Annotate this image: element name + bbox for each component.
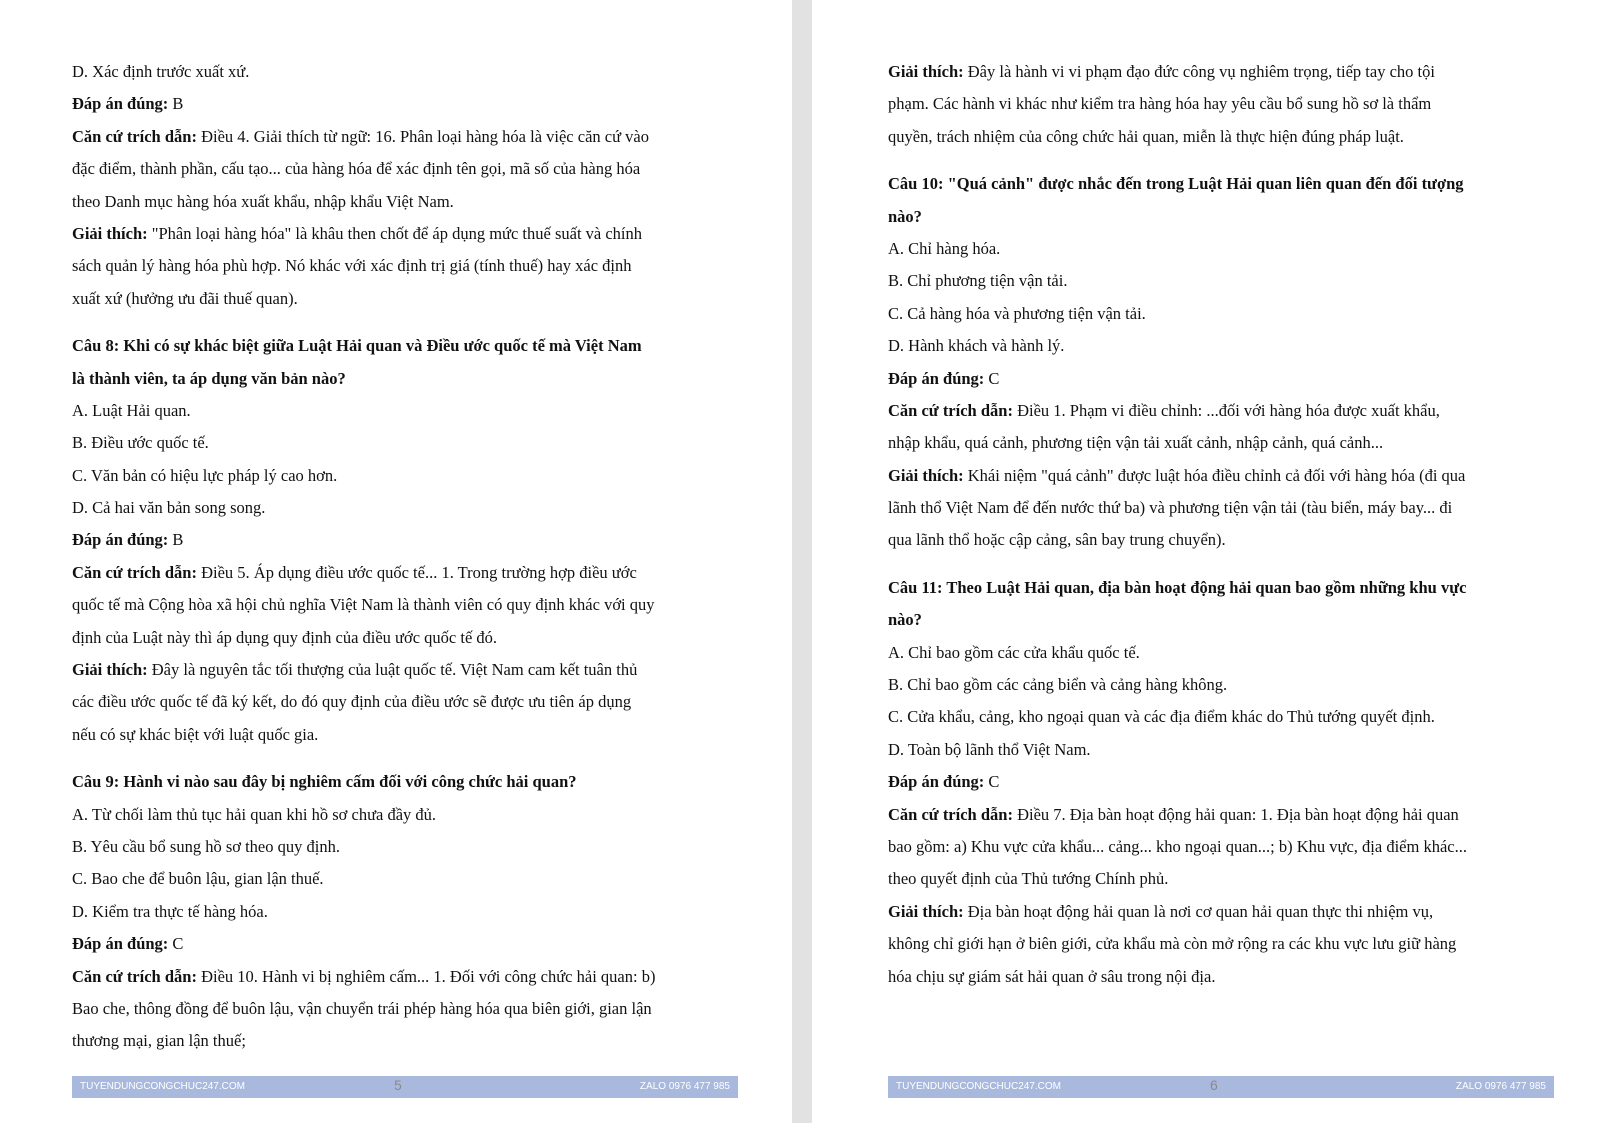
bold-label: Câu 9: Hành vi nào sau đây bị nghiêm cấm đối với công chức hải quan?: [72, 772, 577, 792]
line-text: A. Chỉ hàng hóa.: [888, 238, 1001, 258]
text-line: [888, 637, 1568, 669]
line-text: D. Hành khách và hành lý.: [888, 336, 1065, 356]
text-line: [888, 669, 1568, 701]
line-text: Điều 4. Giải thích từ ngữ: 16. Phân loại hàng hóa là việc căn cứ vào: [196, 126, 649, 146]
text-line: [888, 863, 1568, 895]
paragraph-gap: [72, 751, 752, 766]
line-text: D. Cả hai văn bản song song.: [72, 498, 266, 518]
line-text: Điều 10. Hành vi bị nghiêm cấm... 1. Đối với công chức hải quan: b): [196, 966, 656, 986]
text-line: [888, 492, 1568, 524]
text-line: [72, 961, 752, 993]
line-text: xuất xứ (hưởng ưu đãi thuế quan).: [72, 288, 298, 308]
page-gutter: [792, 0, 812, 1123]
footer-contact: ZALO 0976 477 985: [639, 1081, 730, 1092]
text-line: [888, 799, 1568, 831]
text-line: [888, 928, 1568, 960]
paragraph-gap: [888, 153, 1568, 168]
bold-label: Căn cứ trích dẫn:: [888, 400, 1013, 420]
line-text: B. Chỉ bao gồm các cảng biển và cảng hàng không.: [888, 675, 1228, 695]
text-line: [72, 427, 752, 459]
text-line: [888, 604, 1568, 636]
text-line: [888, 265, 1568, 297]
text-line: [72, 993, 752, 1025]
line-text: D. Xác định trước xuất xứ.: [72, 62, 250, 81]
bold-label: Giải thích:: [888, 62, 964, 81]
text-line: [888, 961, 1568, 993]
page-footer: [888, 1076, 1554, 1098]
line-text: thương mại, gian lận thuế;: [72, 1031, 246, 1051]
bold-label: Giải thích:: [72, 223, 148, 243]
line-text: không chỉ giới hạn ở biên giới, cửa khẩu mà còn mở rộng ra các khu vực lưu giữ hàng: [888, 934, 1457, 954]
question-line: [72, 330, 752, 362]
line-text: Khái niệm "quá cảnh" được luật hóa điều chỉnh cả đối với hàng hóa (đi qua: [963, 465, 1466, 485]
line-text: qua lãnh thổ hoặc cập cảng, sân bay trung chuyển).: [888, 530, 1226, 550]
page-number: 5: [394, 1077, 402, 1093]
line-text: nhập khẩu, quá cảnh, phương tiện vận tải xuất cảnh, nhập cảnh, quá cảnh...: [888, 433, 1384, 453]
paragraph-gap: [888, 557, 1568, 572]
line-text: quyền, trách nhiệm của công chức hải quan, miễn là thực hiện đúng pháp luật.: [888, 126, 1404, 146]
bold-label: Đáp án đúng:: [72, 934, 169, 954]
bold-label: nào?: [888, 206, 922, 226]
footer-website: TUYENDUNGCONGCHUC247.COM: [80, 1081, 246, 1092]
line-text: quốc tế mà Cộng hòa xã hội chủ nghĩa Việt Nam là thành viên có quy định khác với quy: [72, 595, 655, 615]
bold-label: Câu 10: "Quá cảnh" được nhắc đến trong Luật Hải quan liên quan đến đối tượng: [888, 174, 1464, 194]
line-text: A. Từ chối làm thủ tục hải quan khi hồ sơ chưa đầy đủ.: [72, 804, 437, 824]
question-line: [72, 766, 752, 798]
line-text: "Phân loại hàng hóa" là khâu then chốt để áp dụng mức thuế suất và chính: [147, 223, 643, 243]
text-line: [72, 654, 752, 686]
line-text: D. Toàn bộ lãnh thổ Việt Nam.: [888, 739, 1091, 759]
text-line: [888, 88, 1568, 120]
bold-label: Căn cứ trích dẫn:: [72, 966, 197, 986]
line-text: B: [168, 94, 184, 114]
bold-label: Căn cứ trích dẫn:: [72, 562, 197, 582]
line-text: các điều ước quốc tế đã ký kết, do đó quy định của điều ước sẽ được ưu tiên áp dụng: [72, 692, 632, 712]
paragraph-gap: [72, 315, 752, 330]
bold-label: Căn cứ trích dẫn:: [888, 804, 1013, 824]
text-line: [72, 492, 752, 524]
bold-label: Giải thích:: [72, 660, 148, 680]
question-line: [888, 168, 1568, 200]
text-line: [888, 363, 1568, 395]
line-text: C. Cả hàng hóa và phương tiện vận tải.: [888, 303, 1146, 323]
line-text: Đây là nguyên tắc tối thượng của luật quốc tế. Việt Nam cam kết tuân thủ: [147, 660, 638, 680]
line-text: Đây là hành vi vi phạm đạo đức công vụ nghiêm trọng, tiếp tay cho tội: [963, 62, 1435, 81]
bold-label: Câu 8: Khi có sự khác biệt giữa Luật Hải quan và Điều ước quốc tế mà Việt Nam: [72, 336, 642, 356]
text-line: [72, 928, 752, 960]
text-line: [72, 622, 752, 654]
text-line: [72, 460, 752, 492]
line-text: nếu có sự khác biệt với luật quốc gia.: [72, 724, 319, 744]
text-line: [72, 88, 752, 120]
text-line: [72, 589, 752, 621]
bold-label: Căn cứ trích dẫn:: [72, 126, 197, 146]
text-line: [888, 298, 1568, 330]
line-text: C. Cửa khẩu, cảng, kho ngoại quan và các địa điểm khác do Thủ tướng quyết định.: [888, 707, 1435, 727]
line-text: C. Văn bản có hiệu lực pháp lý cao hơn.: [72, 465, 338, 485]
page-6: [812, 0, 1600, 1123]
page-5: [0, 0, 792, 1123]
text-line: [72, 863, 752, 895]
line-text: định của Luật này thì áp dụng quy định của điều ước quốc tế đó.: [72, 627, 498, 647]
text-line: [888, 460, 1568, 492]
line-text: C: [984, 772, 1000, 792]
page-content: [888, 56, 1568, 993]
text-line: [72, 896, 752, 928]
footer-website: TUYENDUNGCONGCHUC247.COM: [896, 1081, 1062, 1092]
text-line: [72, 395, 752, 427]
text-line: [72, 186, 752, 218]
line-text: phạm. Các hành vi khác như kiểm tra hàng hóa hay yêu cầu bổ sung hồ sơ là thẩm: [888, 94, 1432, 114]
text-line: [72, 831, 752, 863]
bold-label: Đáp án đúng:: [888, 772, 985, 792]
bold-label: Đáp án đúng:: [888, 368, 985, 388]
line-text: đặc điểm, thành phần, cấu tạo... của hàng hóa để xác định tên gọi, mã số của hàng hóa: [72, 159, 641, 179]
text-line: [72, 1025, 752, 1057]
line-text: lãnh thổ Việt Nam để đến nước thứ ba) và phương tiện vận tải (tàu biển, máy bay... đi: [888, 498, 1453, 518]
text-line: [72, 218, 752, 250]
text-line: [72, 363, 752, 395]
line-text: B. Điều ước quốc tế.: [72, 433, 209, 453]
text-line: [888, 330, 1568, 362]
line-text: A. Chỉ bao gồm các cửa khẩu quốc tế.: [888, 642, 1140, 662]
page-footer: [72, 1076, 738, 1098]
line-text: B. Chỉ phương tiện vận tải.: [888, 271, 1068, 291]
text-line: [72, 250, 752, 282]
bold-label: nào?: [888, 610, 922, 630]
line-text: B. Yêu cầu bổ sung hồ sơ theo quy định.: [72, 836, 340, 856]
text-line: [888, 56, 1568, 88]
line-text: D. Kiểm tra thực tế hàng hóa.: [72, 901, 268, 921]
text-line: [72, 283, 752, 315]
text-line: [72, 121, 752, 153]
line-text: bao gồm: a) Khu vực cửa khẩu... cảng... kho ngoại quan...; b) Khu vực, địa điểm khác...: [888, 836, 1467, 856]
text-line: [888, 233, 1568, 265]
bold-label: Giải thích:: [888, 901, 964, 921]
bold-label: là thành viên, ta áp dụng văn bản nào?: [72, 368, 346, 388]
question-line: [888, 572, 1568, 604]
text-line: [888, 427, 1568, 459]
line-text: C: [168, 934, 184, 954]
line-text: Điều 7. Địa bàn hoạt động hải quan: 1. Địa bàn hoạt động hải quan: [1012, 804, 1459, 824]
line-text: Điều 1. Phạm vi điều chỉnh: ...đối với hàng hóa được xuất khẩu,: [1012, 400, 1440, 420]
page-content: [72, 56, 752, 1058]
line-text: hóa chịu sự giám sát hải quan ở sâu trong nội địa.: [888, 966, 1216, 986]
line-text: Điều 5. Áp dụng điều ước quốc tế... 1. Trong trường hợp điều ước: [196, 562, 637, 582]
line-text: Địa bàn hoạt động hải quan là nơi cơ quan hải quan thực thi nhiệm vụ,: [963, 901, 1434, 921]
line-text: C. Bao che để buôn lậu, gian lận thuế.: [72, 869, 324, 889]
text-line: [72, 557, 752, 589]
page-number: 6: [1210, 1077, 1218, 1093]
line-text: Bao che, thông đồng để buôn lậu, vận chuyển trái phép hàng hóa qua biên giới, gian lận: [72, 998, 652, 1018]
text-line: [888, 766, 1568, 798]
bold-label: Đáp án đúng:: [72, 530, 169, 550]
text-line: [72, 56, 752, 88]
text-line: [72, 524, 752, 556]
text-line: [888, 701, 1568, 733]
bold-label: Câu 11: Theo Luật Hải quan, địa bàn hoạt động hải quan bao gồm những khu vực: [888, 577, 1467, 597]
line-text: theo Danh mục hàng hóa xuất khẩu, nhập khẩu Việt Nam.: [72, 191, 454, 211]
line-text: sách quản lý hàng hóa phù hợp. Nó khác với xác định trị giá (tính thuế) hay xác định: [72, 256, 632, 276]
text-line: [888, 121, 1568, 153]
text-line: [888, 734, 1568, 766]
line-text: B: [168, 530, 184, 550]
line-text: A. Luật Hải quan.: [72, 400, 191, 420]
bold-label: Đáp án đúng:: [72, 94, 169, 114]
text-line: [888, 395, 1568, 427]
line-text: C: [984, 368, 1000, 388]
footer-contact: ZALO 0976 477 985: [1455, 1081, 1546, 1092]
line-text: theo quyết định của Thủ tướng Chính phủ.: [888, 869, 1169, 889]
text-line: [72, 799, 752, 831]
text-line: [888, 831, 1568, 863]
text-line: [72, 719, 752, 751]
bold-label: Giải thích:: [888, 465, 964, 485]
text-line: [888, 524, 1568, 556]
text-line: [888, 896, 1568, 928]
text-line: [72, 686, 752, 718]
text-line: [888, 201, 1568, 233]
text-line: [72, 153, 752, 185]
